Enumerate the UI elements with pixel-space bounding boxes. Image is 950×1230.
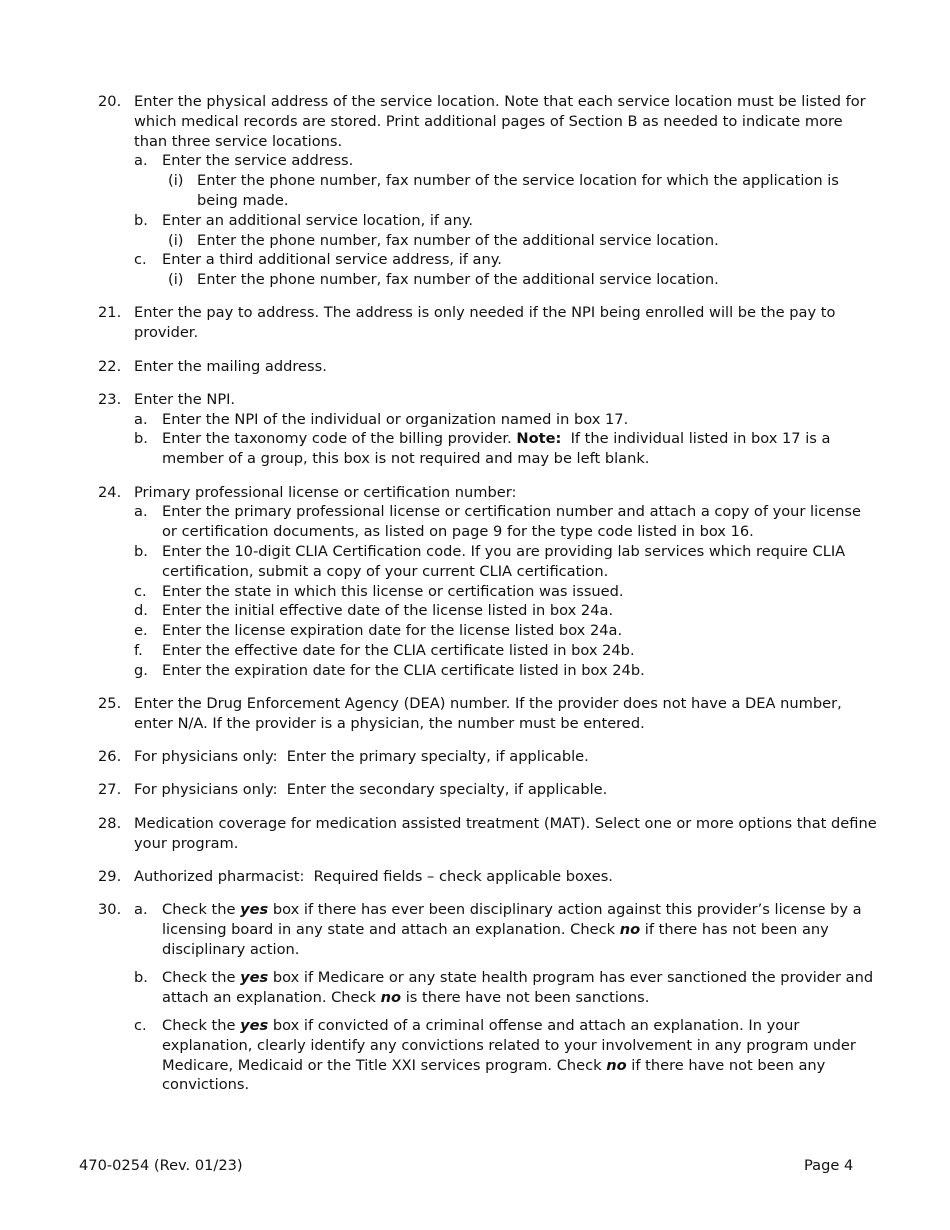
item-number: 30. [98,901,122,919]
item-30 [98,900,878,1104]
subitem-20a-i [162,171,878,211]
item-number: 27. [98,781,122,799]
instructions-list [98,92,878,1117]
item-23 [98,390,878,469]
page-number: Page 4 [804,1157,854,1174]
item-27 [98,780,878,800]
item-number: 21. [98,304,122,322]
subitem-24g [134,661,878,681]
item-number: 20. [98,93,122,110]
note-label: Note: [516,430,562,448]
yes-emphasis: yes [240,1017,269,1035]
text-segment: if there has not been any disciplinary action. [162,920,829,958]
subitem-letter: b. [134,430,148,448]
yes-emphasis: yes [240,901,269,919]
item-number: 28. [98,814,122,832]
subitem-30a [134,900,878,959]
item-21 [98,303,878,343]
no-emphasis: no [606,1056,627,1074]
text-segment: Check the [162,968,241,986]
item-text: Enter the mailing address. [134,357,327,375]
item-24 [98,483,878,681]
text-segment: is there have not been sanctions. [401,988,650,1006]
subitem-text: Enter a third additional service address, if any. [162,251,502,269]
subitem-20b-i [162,231,878,251]
item-text: For physicians only: Enter the secondary specialty, if applicable. [134,781,608,799]
subitem-24c [134,582,878,602]
item-25 [98,694,878,734]
no-emphasis: no [380,988,402,1006]
no-emphasis: no [619,920,641,938]
item-26 [98,747,878,767]
text-segment: Check the [162,1017,241,1035]
subitem-23b [134,429,878,469]
subitem-23a [134,410,878,430]
subitem-letter: c. [134,1017,147,1035]
item-text: Medication coverage for medication assisted treatment (MAT). Select one or more options that define your program. [134,814,877,852]
subitem-text [162,968,878,1008]
item-text: Enter the pay to address. The address is only needed if the NPI being enrolled will be the pay to provider. [134,304,836,342]
subitem-letter: g. [134,661,148,679]
subitem-letter: f. [134,641,143,659]
subitem-letter: a. [134,410,148,428]
item-28 [98,814,878,854]
subitem-letter: a. [134,503,148,521]
text-segment: if there have not been any convictions. [162,1056,826,1094]
item-text: Enter the Drug Enforcement Agency (DEA) number. If the provider does not have a DEA number, enter N/A. If the provider is a physician, the number must be entered. [134,695,842,732]
subitem-text: Enter an additional service location, if any. [162,211,474,229]
item-29 [98,867,878,887]
subitem-20a [134,151,878,210]
text-segment: box if convicted of a criminal offense and attach an explanation. In your explanation, clearly identify any convictions related to your involvement in any program under Medicare, Medicaid or the Title XXI services program. Check [162,1017,856,1074]
subitem-text: Enter the state in which this license or certification was issued. [162,582,624,600]
subitem-text: Enter the primary professional license or certification number and attach a copy of your license or certification documents, as listed on page 9 for the type code listed in box 16. [162,503,862,541]
subitem-text: Enter the service address. [162,152,354,170]
text-segment: Enter the taxonomy code of the billing provider. [162,430,517,448]
subitem-text: Enter the NPI of the individual or organization named in box 17. [162,410,629,428]
item-text: For physicians only: Enter the primary specialty, if applicable. [134,748,589,766]
subitem-text: Enter the expiration date for the CLIA certificate listed in box 24b. [162,661,645,679]
text-segment: box if there has ever been disciplinary action against this provider’s license by a licensing board in any state and attach an explanation. Check [162,901,862,938]
item-text: Enter the physical address of the service location. Note that each service location must be listed for which medical records are stored. Print additional pages of Section B as needed to indicate more than three service locations. [134,93,866,150]
subitem-30b [134,968,878,1008]
subitem-letter: d. [134,602,148,620]
subitem-text: Enter the effective date for the CLIA certificate listed in box 24b. [162,641,635,659]
subitem-letter: e. [134,622,148,640]
item-number: 22. [98,357,122,375]
item-text: Primary professional license or certification number: [134,483,517,501]
subitem-text [162,900,878,959]
item-number: 26. [98,748,122,766]
yes-emphasis: yes [240,968,269,986]
subitem-text [162,429,878,469]
subitem-roman: (i) [168,231,184,249]
subitem-letter: a. [134,152,148,170]
text-segment: Check the [162,901,241,919]
subitem-letter: c. [134,582,147,600]
subitem-24e [134,621,878,641]
subitem-text: Enter the phone number, fax number of the additional service location. [197,231,719,249]
subitem-letter: a. [134,901,148,919]
text-segment: box if Medicare or any state health program has ever sanctioned the provider and attach an explanation. Check [162,968,874,1006]
item-number: 29. [98,867,122,885]
subitem-text: Enter the phone number, fax number of the service location for which the application is being made. [197,172,839,209]
form-number: 470-0254 (Rev. 01/23) [79,1157,243,1174]
subitem-24a [134,502,878,542]
subitem-30c [134,1016,878,1095]
item-number: 25. [98,695,122,713]
subitem-text: Enter the license expiration date for the license listed box 24a. [162,622,623,640]
subitem-24b [134,542,878,582]
subitem-20c [134,250,878,290]
item-text: Enter the NPI. [134,390,236,408]
subitem-text: Enter the phone number, fax number of the additional service location. [197,271,719,289]
subitem-24f [134,641,878,661]
subitem-24d [134,601,878,621]
subitem-roman: (i) [168,172,184,190]
subitem-letter: b. [134,968,148,986]
subitem-letter: b. [134,542,148,560]
text-segment: If the individual listed in box 17 is a member of a group, this box is not required and may be left blank. [162,430,836,468]
subitem-20b [134,211,878,251]
subitem-text [162,1016,878,1095]
item-number: 23. [98,390,122,408]
item-number: 24. [98,483,122,501]
subitem-roman: (i) [168,271,184,289]
subitem-letter: c. [134,251,147,269]
item-text: Authorized pharmacist: Required fields – check applicable boxes. [134,867,613,885]
subitem-text: Enter the 10-digit CLIA Certification code. If you are providing lab services which require CLIA certification, submit a copy of your current CLIA certification. [162,542,846,580]
item-22 [98,357,878,377]
subitem-20c-i [162,270,878,290]
subitem-letter: b. [134,211,148,229]
subitem-text: Enter the initial effective date of the license listed in box 24a. [162,602,614,620]
item-20 [98,92,878,290]
